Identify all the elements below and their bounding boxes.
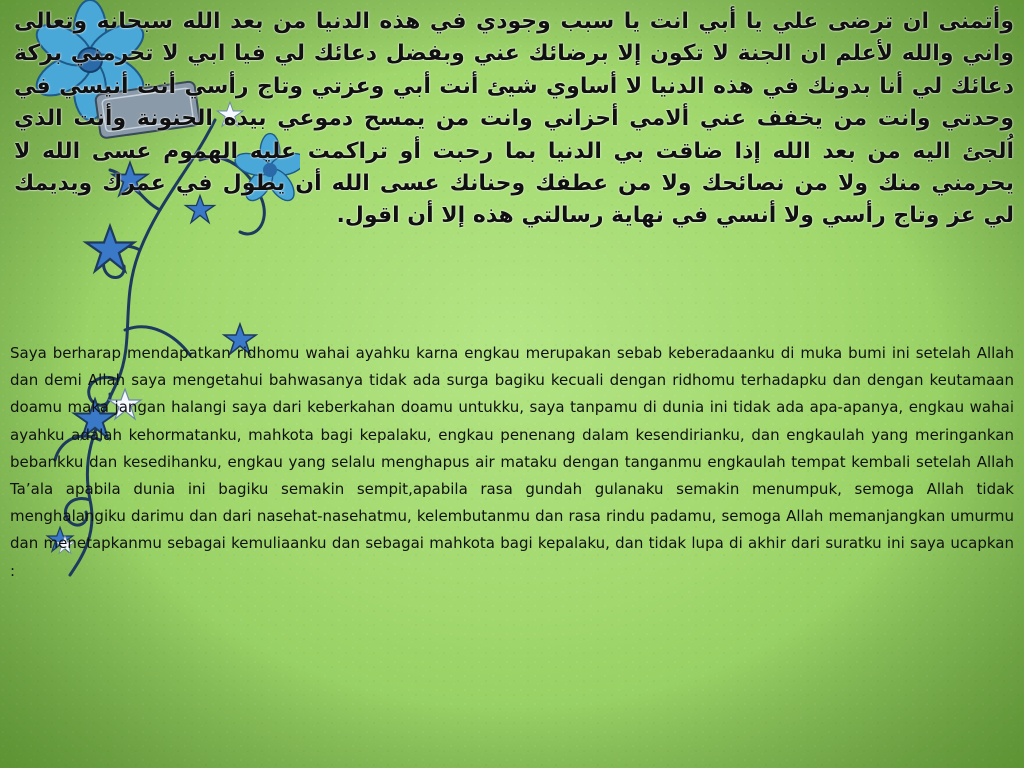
malay-paragraph: Saya berharap mendapatkan ridhomu wahai ayahku karna engkau merupakan sebab keberadaanku di muka bumi ini setelah Allah dan demi Allah saya mengetahui bahwasanya tidak ada surga bagiku kecuali dengan ridhomu terhadapku dan dengan keutamaan doamu maka jangan halangi saya dari keberkahan doamu untukku, saya tanpamu di dunia ini tidak ada apa-apanya, engkau wahai ayahku adalah kehormatanku, mahkota bagi kepalaku, engkau penenang dalam kesendirianku, dan engkaulah yang meringankan bebankku dan kesedihanku, engkau yang selalu menghapus air mataku dengan tanganmu engkaulah tempat kembali setelah Allah Ta’ala apabila dunia ini bagiku semakin sempit,apabila rasa gundah gulanaku semakin menumpuk, semoga Allah tidak menghalangiku darimu dan dari nasehat-nasehatmu, kelembutanmu dan rasa rindu padamu, semoga Allah memanjangkan umurmu dan menetapkanmu sebagai kemuliaanku dan sebagai mahkota bagi kepalaku, dan tidak lupa di akhir dari suratku ini saya ucapkan : bbox=[10, 344, 1014, 580]
arabic-paragraph: وأتمنى ان ترضى علي يا أبي انت يا سبب وجودي في هذه الدنيا من بعد الله سبحانه وتعالى واني والله لأعلم ان الجنة لا تكون إلا برضائك عني وبفضل دعائك لي فيا ابي لا تحرمني بركة دعائك لي أنا بدونك في هذه الدنيا لا أساوي شيئ أنت أبي وعزتي وتاج رأسي أنت أنيسي في وحدتي وانت من يخفف عني ألامي أحزاني وانت من يمسح دموعي بيده الحنونة وأنت الذي اُلجئ اليه من بعد الله إذا ضاقت بي الدنيا بما رحبت أو تراكمت عليه الهموم عسى الله لا يحرمني منك ولا من نصائحك ولا من عطفك وحنانك عسى الله أن يطول في عمرك ويديمك لي عز وتاج رأسي ولا أنسي في نهاية رسالتي هذه إلا أن اقول. bbox=[14, 9, 1014, 229]
